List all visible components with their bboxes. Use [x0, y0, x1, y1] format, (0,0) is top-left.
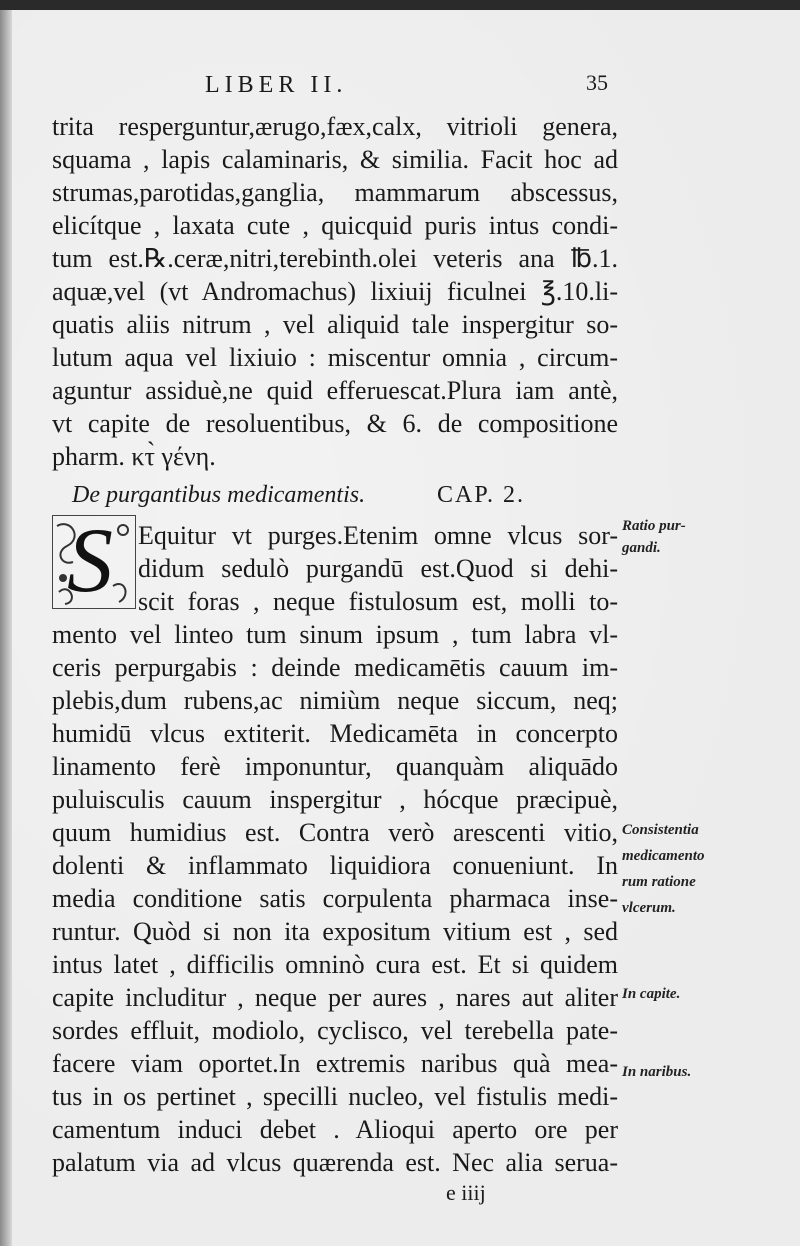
text-line: intus latet , difficilis omninò cura est. Et si quidem — [52, 950, 618, 979]
marginal-note: vlcerum. — [622, 900, 676, 916]
text-line: humidū vlcus extiterit. Medicamēta in concerpto — [52, 719, 618, 748]
marginal-note: In naribus. — [622, 1064, 692, 1080]
text-line: dolenti & inflammato liquidiora conueniunt. In — [52, 851, 618, 880]
marginal-note: gandi. — [622, 540, 661, 556]
text-line: didum sedulò purgandū est.Quod si dehi- — [138, 554, 618, 583]
signature-mark: e iiij — [446, 1180, 486, 1205]
marginal-note: In capite. — [622, 986, 681, 1002]
text-line: scit foras , neque fistulosum est, molli to- — [138, 587, 618, 616]
text-line: mento vel linteo tum sinum ipsum , tum labra vl- — [52, 620, 618, 649]
chapter-number: CAP. 2. — [437, 482, 526, 508]
text-line: sordes effluit, modiolo, cyclisco, vel terebella pate- — [52, 1016, 618, 1045]
text-line: squama , lapis calaminaris, & similia. Facit hoc ad — [52, 145, 618, 174]
text-line: palatum via ad vlcus quærenda est. Nec alia serua- — [52, 1148, 618, 1177]
text-line: tum est.℞.ceræ,nitri,terebinth.olei veteris ana ℔.1. — [52, 244, 618, 273]
marginal-note: Ratio pur- — [622, 518, 686, 534]
text-line: Equitur vt purges.Etenim omne vlcus sor- — [138, 521, 618, 550]
text-line: aguntur assiduè,ne quid efferuescat.Plura iam antè, — [52, 376, 618, 405]
marginal-note: medicamento — [622, 848, 705, 864]
decorated-initial — [52, 515, 136, 609]
top-edge — [0, 0, 800, 10]
text-line: tus in os pertinet , specilli nucleo, vel fistulis medi- — [52, 1082, 618, 1111]
chapter-title: De purgantibus medicamentis. — [72, 482, 366, 508]
text-line: ceris perpurgabis : deinde medicamētis cauum im- — [52, 653, 618, 682]
text-line: aquæ,vel (vt Andromachus) lixiuij ficulnei ℥.10.li- — [52, 277, 618, 306]
marginal-note: Consistentia — [622, 822, 699, 838]
text-line: capite includitur , neque per aures , nares aut aliter — [52, 983, 618, 1012]
text-line: facere viam oportet.In extremis naribus quà mea- — [52, 1049, 618, 1078]
page-header — [0, 72, 800, 112]
text-line: trita resperguntur,ærugo,fæx,calx, vitrioli genera, — [52, 112, 618, 141]
text-line: camentum induci debet . Alioqui aperto ore per — [52, 1115, 618, 1144]
marginal-note: rum ratione — [622, 874, 696, 890]
text-line: media conditione satis corpulenta pharmaca inse- — [52, 884, 618, 913]
text-line: runtur. Quòd si non ita expositum vitium est , sed — [52, 917, 618, 946]
text-line: pharm. κτ̀ γένη. — [52, 442, 216, 471]
text-line: elicítque , laxata cute , quicquid puris intus condi- — [52, 211, 618, 240]
gutter-shadow — [0, 10, 12, 1246]
text-line: vt capite de resoluentibus, & 6. de compositione — [52, 409, 618, 438]
text-line: linamento ferè imponuntur, quanquàm aliquādo — [52, 752, 618, 781]
text-line: plebis,dum rubens,ac nimiùm neque siccum, neq; — [52, 686, 618, 715]
chapter-heading — [72, 476, 618, 514]
text-line: lutum aqua vel lixiuio : miscentur omnia , circum- — [52, 343, 618, 372]
text-line: quatis aliis nitrum , vel aliquid tale inspergitur so- — [52, 310, 618, 339]
text-line: strumas,parotidas,ganglia, mammarum abscessus, — [52, 178, 618, 207]
initial-letter: S — [67, 515, 113, 609]
folio-number: 35 — [586, 70, 608, 95]
text-line: quum humidius est. Contra verò arescenti vitio, — [52, 818, 618, 847]
running-title: LIBER II. — [205, 72, 348, 98]
text-line: puluisculis cauum inspergitur , hócque præcipuè, — [52, 785, 618, 814]
